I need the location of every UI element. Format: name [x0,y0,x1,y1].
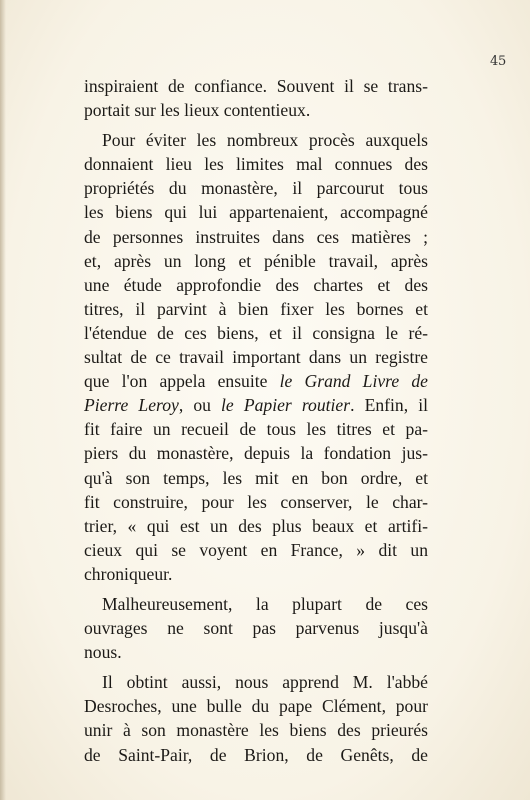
text-line: ouvrages ne sont pas parvenus jusqu'à [84,618,428,639]
text-line: cieux qui se voyent en France, » dit un [84,539,428,560]
text-run: . Enfin, il [350,395,428,416]
text-line: chroniqueur. [84,563,173,584]
text-line: Malheureusement, la plupart de ces [102,593,428,614]
text-line: sultat de ce travail important dans un registre [84,347,428,368]
text-line: fit construire, pour les conserver, le char- [84,491,428,512]
paragraph [84,592,428,664]
text-line: nous. [84,642,122,663]
text-line: et, après un long et pénible travail, après [84,250,428,271]
text-line: donnaient lieu les limites mal connues des [84,154,428,175]
text-line: les biens qui lui appartenaient, accompagné [84,202,428,223]
text-line: une étude approfondie des chartes et des [84,274,428,295]
paragraph [84,670,428,766]
italic-title: le Papier routier [221,395,351,416]
text-line: fit faire un recueil de tous les titres et pa- [84,419,428,440]
text-line: Desroches, une bulle du pape Clément, pour [84,696,428,717]
page-edge-shadow [0,0,6,800]
text-line: Il obtint aussi, nous apprend M. l'abbé [102,672,428,693]
text-line: portait sur les lieux contentieux. [84,100,311,121]
italic-title: le Grand Livre de [279,371,428,392]
text-run: que l'on appela ensuite [84,371,280,392]
paragraph [84,128,428,586]
text-line [84,369,428,393]
text-line: inspiraient de confiance. Souvent il se trans- [84,76,428,96]
text-line: titres, il parvint à bien fixer les bornes et [84,298,428,319]
text-run: , ou [178,395,222,416]
text-line: unir à son monastère les biens des prieurés [84,720,428,741]
text-line [84,393,428,417]
text-line: l'étendue de ces biens, et il consigna le ré- [84,322,428,343]
paragraph [84,74,428,122]
text-line: de personnes instruites dans ces matières ; [84,226,428,247]
text-line: piers du monastère, depuis la fondation jus- [84,443,428,464]
text-line: propriétés du monastère, il parcourut tous [84,178,428,199]
text-line: trier, « qui est un des plus beaux et artifi- [84,515,428,536]
italic-title: Pierre Leroy [84,395,179,416]
text-line: Pour éviter les nombreux procès auxquels [102,130,428,151]
text-line: de Saint-Pair, de Brion, de Genêts, de [84,744,428,765]
text-line: qu'à son temps, les mit en bon ordre, et [84,467,428,488]
page-number: 45 [490,54,506,69]
body-text [84,74,428,767]
